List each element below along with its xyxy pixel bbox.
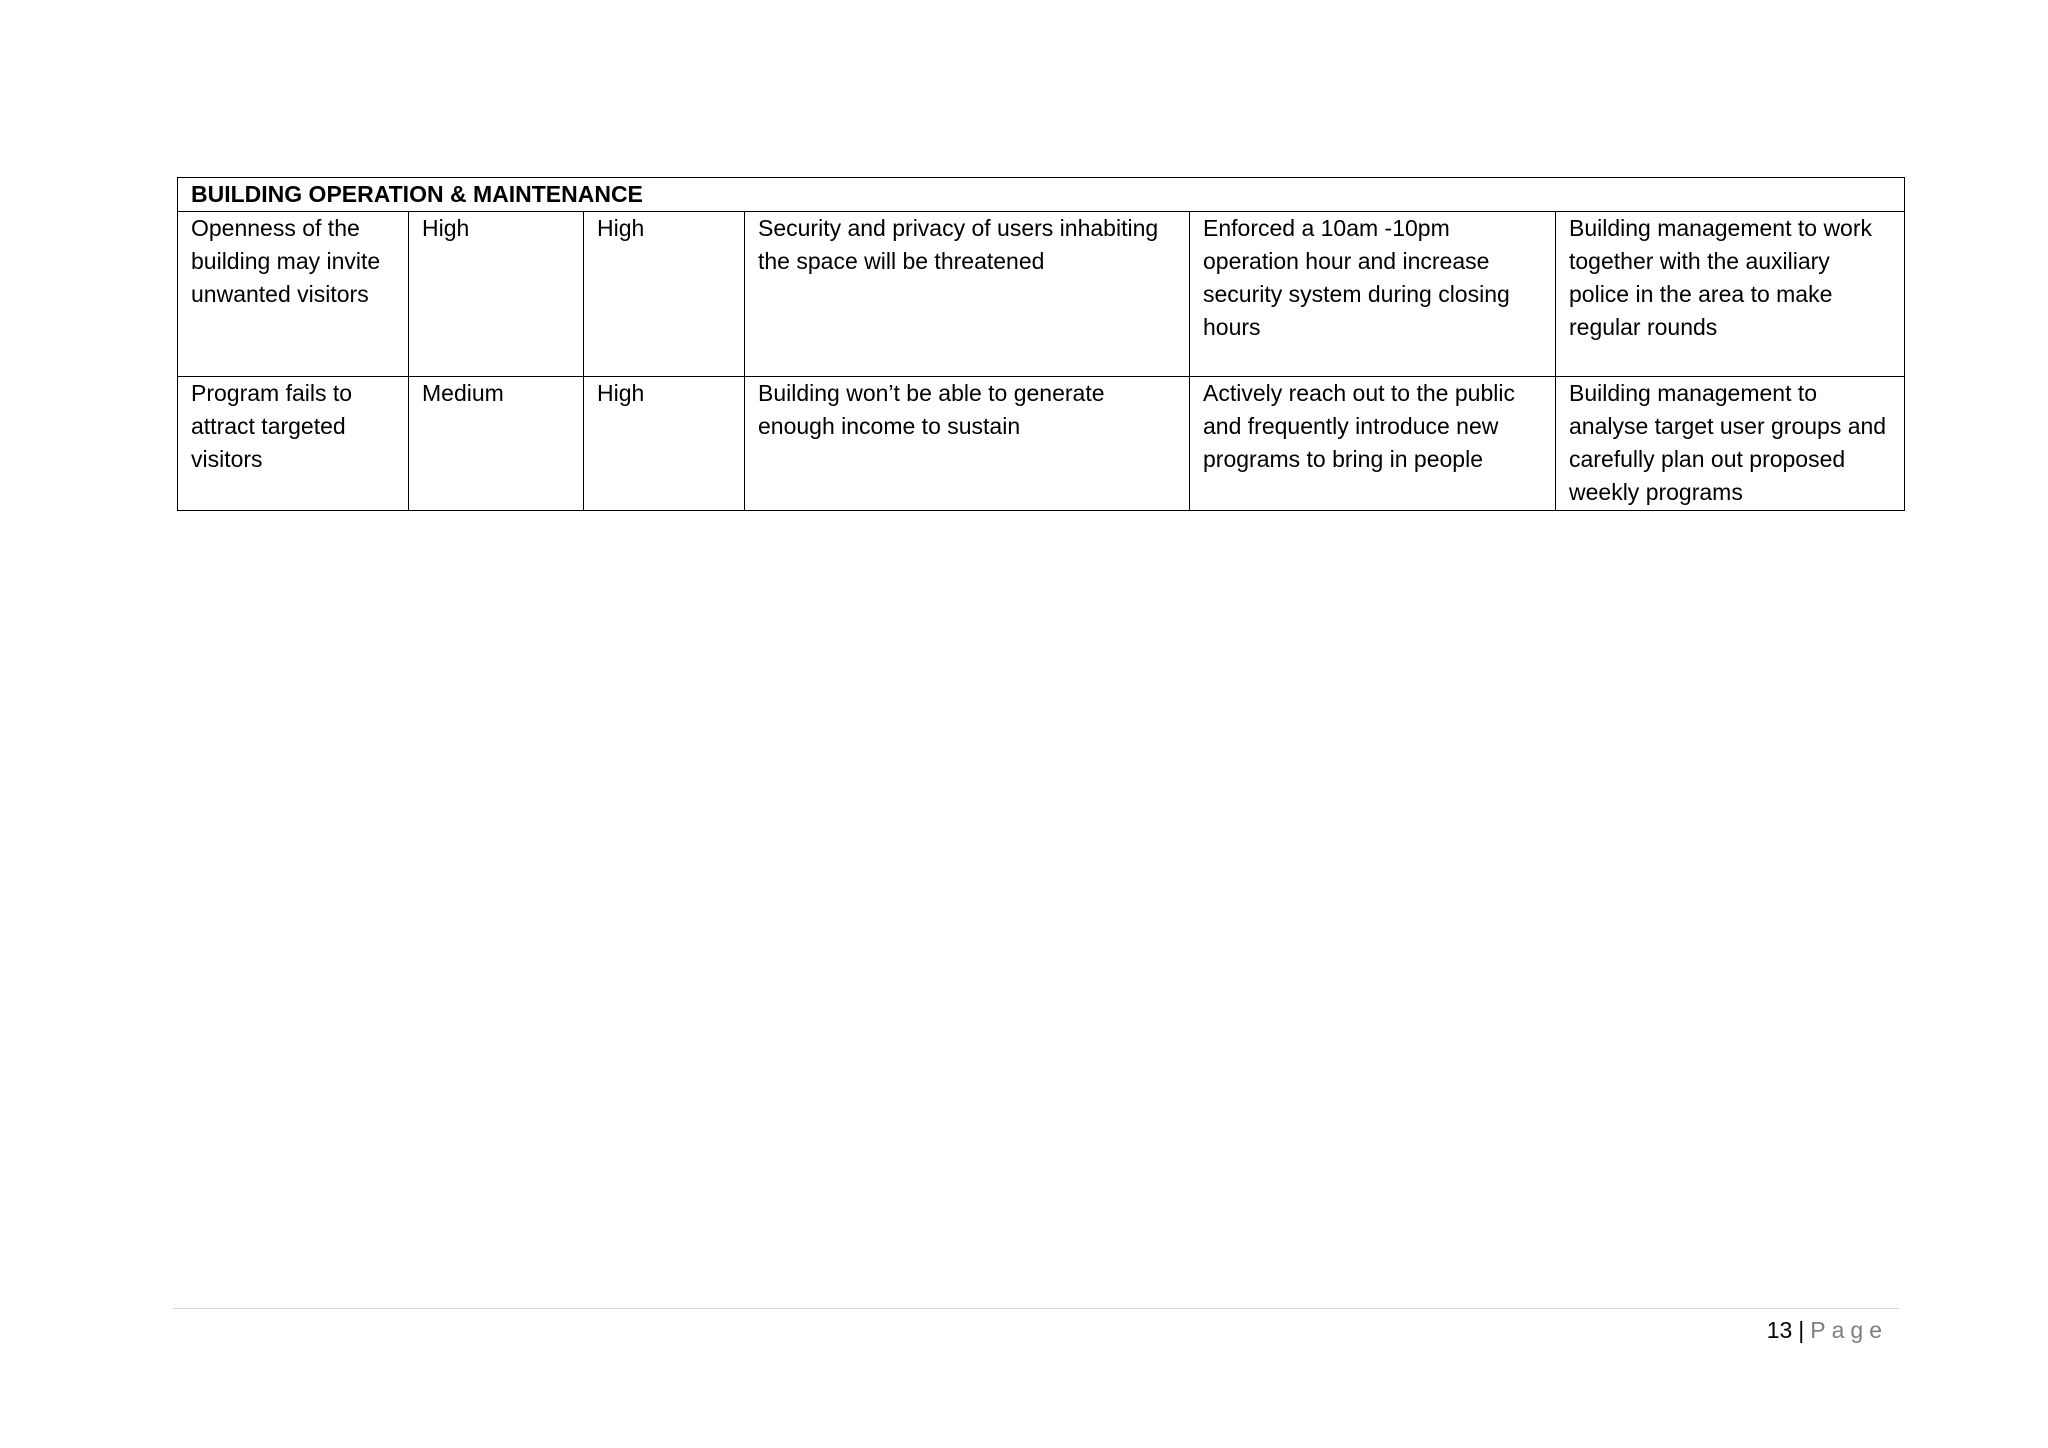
risk-cell: Openness of the building may invite unwanted visitors xyxy=(178,212,409,377)
page-label: Page xyxy=(1810,1317,1888,1343)
likelihood-cell: Medium xyxy=(409,377,584,511)
page-footer xyxy=(1767,1314,1888,1347)
table-row xyxy=(178,212,1905,377)
table-row xyxy=(178,377,1905,511)
mitigation-cell: Enforced a 10am -10pm operation hour and increase security system during closing hours xyxy=(1190,212,1556,377)
responsibility-cell: Building management to work together with the auxiliary police in the area to make regular rounds xyxy=(1556,212,1905,377)
likelihood-cell: High xyxy=(409,212,584,377)
footer-divider xyxy=(173,1308,1899,1309)
footer-separator: | xyxy=(1798,1317,1805,1343)
page-number: 13 xyxy=(1766,1317,1793,1343)
section-header-row xyxy=(178,178,1905,212)
risk-table xyxy=(177,177,1905,511)
consequence-cell: Building won’t be able to generate enough income to sustain xyxy=(745,377,1190,511)
mitigation-cell: Actively reach out to the public and frequently introduce new programs to bring in people xyxy=(1190,377,1556,511)
impact-cell: High xyxy=(584,377,745,511)
responsibility-cell: Building management to analyse target user groups and carefully plan out proposed weekly programs xyxy=(1556,377,1905,511)
section-title: BUILDING OPERATION & MAINTENANCE xyxy=(178,178,1905,212)
impact-cell: High xyxy=(584,212,745,377)
risk-cell: Program fails to attract targeted visitors xyxy=(178,377,409,511)
consequence-cell: Security and privacy of users inhabiting the space will be threatened xyxy=(745,212,1190,377)
